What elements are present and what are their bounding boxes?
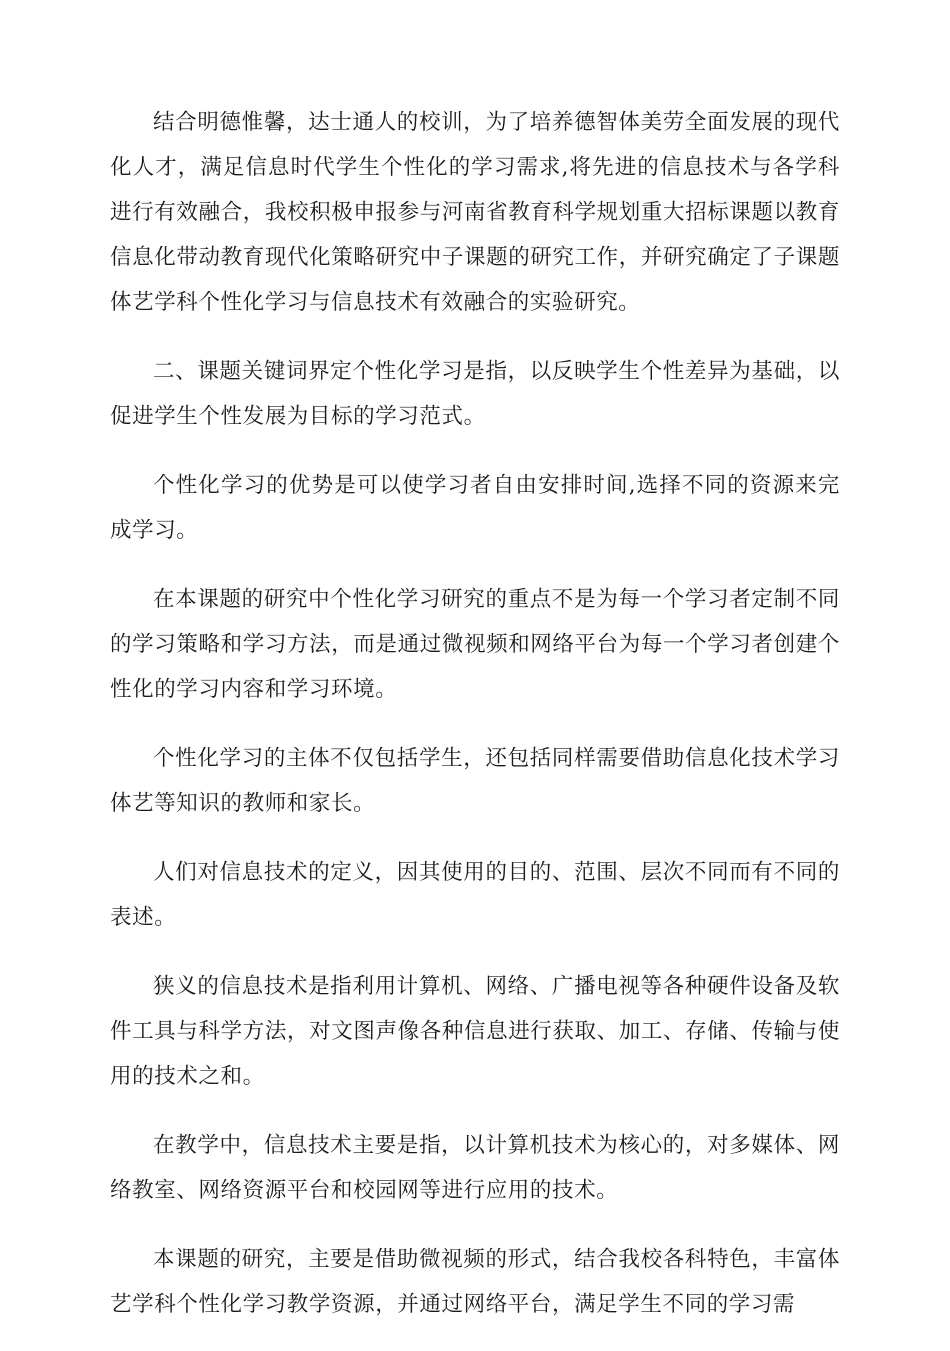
paragraph-learning-subjects: 个性化学习的主体不仅包括学生，还包括同样需要借助信息化技术学习体艺等知识的教师和家长。 (110, 746, 840, 816)
paragraph-it-in-teaching: 在教学中，信息技术主要是指，以计算机技术为核心的，对多媒体、网络教室、网络资源平台和校园网等进行应用的技术。 (110, 1133, 840, 1203)
paragraph-it-definition: 人们对信息技术的定义，因其使用的目的、范围、层次不同而有不同的表述。 (110, 860, 840, 930)
paragraph-school-motto: 结合明德惟馨，达士通人的校训，为了培养德智体美劳全面发展的现代化人才，满足信息时代学生个性化的学习需求,将先进的信息技术与各学科进行有效融合，我校积极申报参与河南省教育科学规划重大招标课题以教育信息化带动教育现代化策略研究中子课题的研究工作，并研究确定了子课题体艺学科个性化学习与信息技术有效融合的实验研究。 (110, 110, 840, 315)
paragraph-keyword-definition: 二、课题关键词界定个性化学习是指，以反映学生个性差异为基础，以促进学生个性发展为目标的学习范式。 (110, 359, 840, 429)
paragraph-advantages: 个性化学习的优势是可以使学习者自由安排时间,选择不同的资源来完成学习。 (110, 473, 840, 543)
document-body (110, 100, 840, 1351)
paragraph-research-focus: 在本课题的研究中个性化学习研究的重点不是为每一个学习者定制不同的学习策略和学习方法，而是通过微视频和网络平台为每一个学习者创建个性化的学习内容和学习环境。 (110, 587, 840, 702)
paragraph-narrow-it: 狭义的信息技术是指利用计算机、网络、广播电视等各种硬件设备及软件工具与科学方法，对文图声像各种信息进行获取、加工、存储、传输与使用的技术之和。 (110, 974, 840, 1089)
paragraph-research-approach: 本课题的研究，主要是借助微视频的形式，结合我校各科特色，丰富体艺学科个性化学习教学资源，并通过网络平台，满足学生不同的学习需 (110, 1247, 840, 1317)
